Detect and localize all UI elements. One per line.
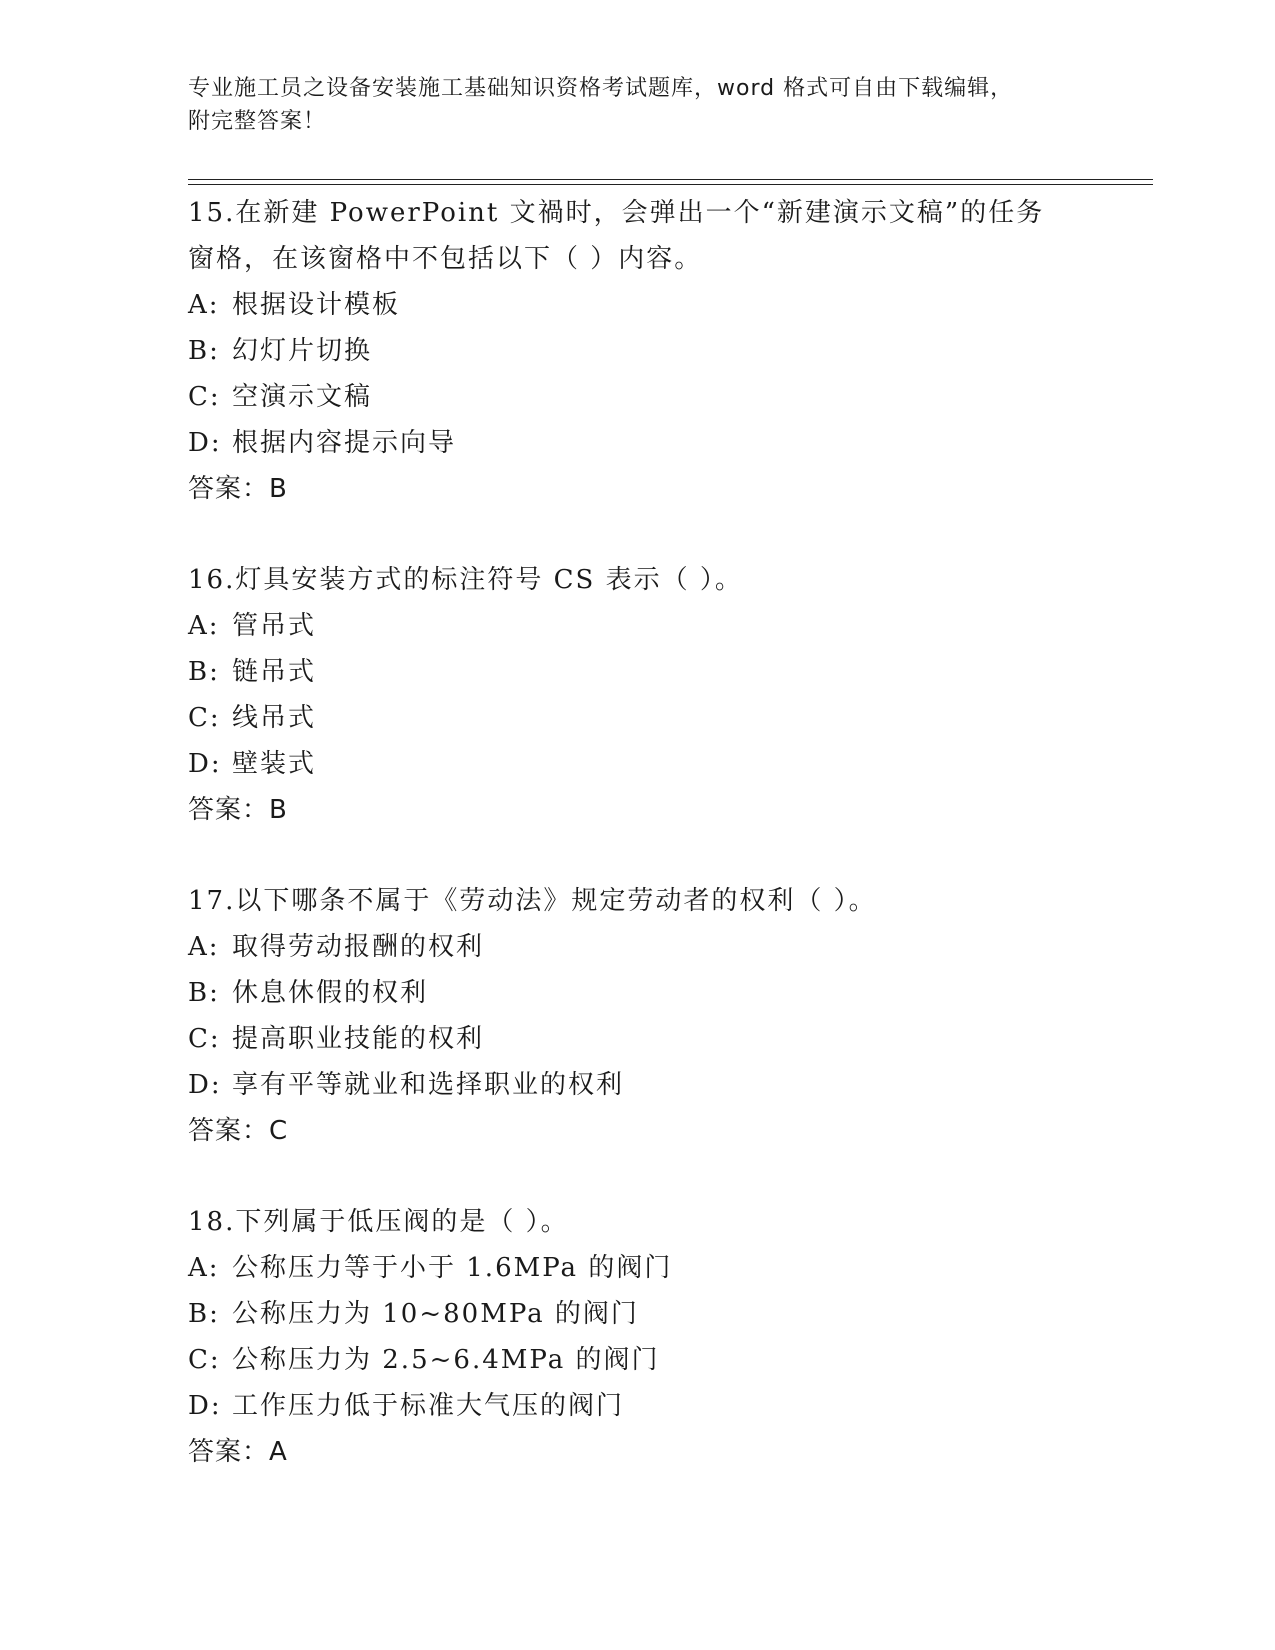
option-text: 壁装式 — [232, 749, 317, 779]
option-text: 工作压力低于标准大气压的阀门 — [232, 1391, 625, 1421]
option-letter: A: — [188, 932, 220, 962]
option-letter: C: — [188, 382, 221, 412]
option-d — [188, 420, 1088, 466]
option-letter: A: — [188, 611, 220, 641]
option-text: 公称压力为 2.5~6.4MPa 的阀门 — [232, 1345, 660, 1375]
option-d — [188, 741, 1088, 787]
option-letter: B: — [188, 1299, 220, 1329]
question-16 — [188, 557, 1088, 833]
document-header — [188, 72, 1068, 138]
header-line-1: 专业施工员之设备安装施工基础知识资格考试题库，word 格式可自由下载编辑， — [188, 76, 1014, 101]
question-stem-line: 16.灯具安装方式的标注符号 CS 表示（ ）。 — [188, 565, 743, 595]
option-letter: A: — [188, 290, 220, 320]
option-text: 取得劳动报酬的权利 — [232, 932, 485, 962]
option-text: 幻灯片切换 — [232, 336, 373, 366]
option-text: 根据内容提示向导 — [232, 428, 457, 458]
question-stem-line: 15.在新建 PowerPoint 文禍时，会弹出一个“新建演示文稿”的任务 — [188, 198, 1045, 228]
option-b — [188, 1291, 1088, 1337]
option-text: 线吊式 — [232, 703, 317, 733]
option-d — [188, 1062, 1088, 1108]
option-b — [188, 649, 1088, 695]
option-a — [188, 1245, 1088, 1291]
option-letter: C: — [188, 1345, 221, 1375]
option-letter: B: — [188, 336, 220, 366]
option-text: 公称压力等于小于 1.6MPa 的阀门 — [232, 1253, 673, 1283]
question-15 — [188, 190, 1088, 512]
option-a — [188, 282, 1088, 328]
option-letter: D: — [188, 1070, 222, 1100]
option-b — [188, 328, 1088, 374]
option-c — [188, 695, 1088, 741]
option-letter: B: — [188, 978, 220, 1008]
option-c — [188, 1016, 1088, 1062]
option-text: 空演示文稿 — [232, 382, 373, 412]
option-c — [188, 374, 1088, 420]
option-letter: C: — [188, 703, 221, 733]
question-stem-line: 18.下列属于低压阀的是（ ）。 — [188, 1207, 569, 1237]
question-stem-line: 17.以下哪条不属于《劳动法》规定劳动者的权利（ ）。 — [188, 886, 877, 916]
answer-line: 答案：A — [188, 1437, 288, 1467]
option-letter: D: — [188, 1391, 222, 1421]
header-divider-bottom — [188, 184, 1153, 185]
option-letter: A: — [188, 1253, 220, 1283]
option-text: 链吊式 — [232, 657, 317, 687]
answer-line: 答案：B — [188, 474, 288, 504]
answer-line: 答案：B — [188, 795, 288, 825]
question-list — [188, 190, 1088, 1520]
option-letter: D: — [188, 749, 222, 779]
option-a — [188, 924, 1088, 970]
option-a — [188, 603, 1088, 649]
answer-line: 答案：C — [188, 1116, 289, 1146]
option-text: 公称压力为 10~80MPa 的阀门 — [232, 1299, 639, 1329]
option-c — [188, 1337, 1088, 1383]
option-text: 根据设计模板 — [232, 290, 401, 320]
option-text: 提高职业技能的权利 — [232, 1024, 485, 1054]
header-divider-top — [188, 179, 1153, 180]
question-17 — [188, 878, 1088, 1154]
option-text: 管吊式 — [232, 611, 317, 641]
question-18 — [188, 1199, 1088, 1475]
option-letter: B: — [188, 657, 220, 687]
option-text: 休息休假的权利 — [232, 978, 429, 1008]
option-letter: D: — [188, 428, 222, 458]
option-letter: C: — [188, 1024, 221, 1054]
header-line-2: 附完整答案！ — [188, 109, 327, 134]
option-text: 享有平等就业和选择职业的权利 — [232, 1070, 625, 1100]
option-b — [188, 970, 1088, 1016]
option-d — [188, 1383, 1088, 1429]
question-stem-line: 窗格，在该窗格中不包括以下（ ）内容。 — [188, 244, 703, 274]
